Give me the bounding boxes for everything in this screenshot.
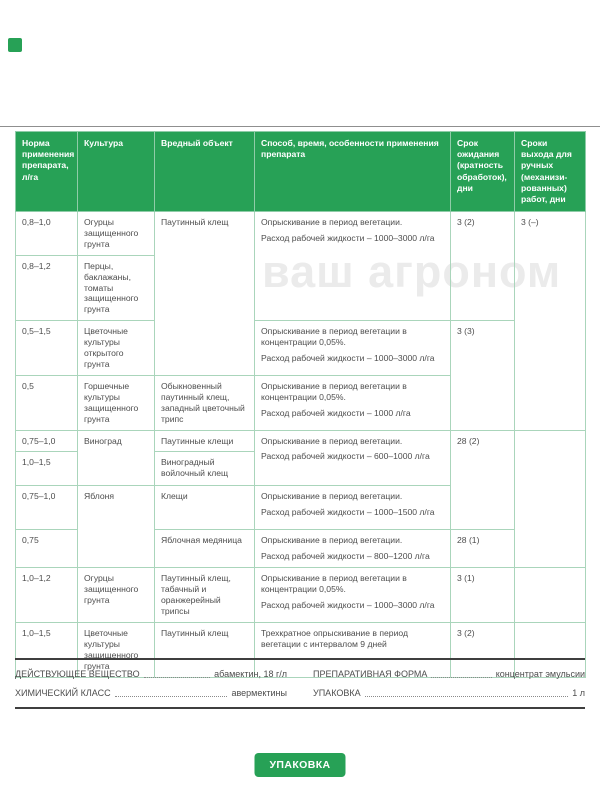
table-cell: 0,8–1,2 [16, 255, 78, 321]
table-cell: 0,5 [16, 375, 78, 430]
column-header-5: Сроки выхода для ручных (механизи-рованных) работ, дни [515, 132, 586, 212]
property-label: УПАКОВКА [313, 688, 361, 698]
table-cell [515, 430, 586, 568]
table-cell: Обыкновенный паутинный клещ, западный цветочный трипс [155, 375, 255, 430]
table-cell: Огурцы защищенного грунта [78, 568, 155, 623]
dotted-leader [365, 696, 569, 697]
table-cell: 0,75 [16, 530, 78, 568]
table-row [16, 430, 586, 452]
table-cell: 3 (–) [515, 212, 586, 431]
property-value: авермектины [231, 688, 287, 698]
table-cell: Опрыскивание в период вегетации в концентрации 0,05%. Расход рабочей жидкости – 1000–3000 л/га [255, 568, 451, 623]
table-cell: 3 (1) [451, 568, 515, 623]
table-row [16, 568, 586, 623]
table-cell: Опрыскивание в период вегетации. Расход рабочей жидкости – 800–1200 л/га [255, 530, 451, 568]
column-header-4: Срок ожидания (кратность обработок), дни [451, 132, 515, 212]
table-cell: 3 (3) [451, 321, 515, 430]
table-cell: Паутинный клещ [155, 623, 255, 678]
table-cell: 0,75–1,0 [16, 486, 78, 530]
table-cell: 0,5–1,5 [16, 321, 78, 376]
table-cell: Цветочные культуры открытого грунта [78, 321, 155, 376]
property-label: ХИМИЧЕСКИЙ КЛАСС [15, 688, 111, 698]
table-cell: Опрыскивание в период вегетации. Расход рабочей жидкости – 600–1000 л/га [255, 430, 451, 486]
property-label: ПРЕПАРАТИВНАЯ ФОРМА [313, 669, 428, 679]
table-cell: Паутинные клещи [155, 430, 255, 452]
property-line [15, 686, 287, 700]
table-cell: 3 (2) [451, 623, 515, 678]
property-line [313, 667, 585, 681]
table-cell: 1,0–1,2 [16, 568, 78, 623]
table-cell: Перцы, баклажаны, томаты защищенного грунта [78, 255, 155, 321]
property-value: 1 л [572, 688, 585, 698]
column-header-2: Вредный объект [155, 132, 255, 212]
table-cell: Паутинный клещ, табачный и оранжерейный трипсы [155, 568, 255, 623]
table-cell: Виноград [78, 430, 155, 486]
table-row [16, 212, 586, 256]
dotted-leader [144, 677, 211, 678]
table-cell: Опрыскивание в период вегетации в концентрации 0,05%. Расход рабочей жидкости – 1000 л/га [255, 375, 451, 430]
property-label: ДЕЙСТВУЮЩЕЕ ВЕЩЕСТВО [15, 669, 140, 679]
table-body [16, 212, 586, 678]
column-header-0: Норма применения препарата, л/га [16, 132, 78, 212]
table-cell: Опрыскивание в период вегетации. Расход рабочей жидкости – 1000–3000 л/га [255, 212, 451, 321]
table-cell: Опрыскивание в период вегетации. Расход рабочей жидкости – 1000–1500 л/га [255, 486, 451, 530]
dotted-leader [431, 677, 491, 678]
property-value: концентрат эмульсии [495, 669, 585, 679]
table-cell: Виноградный войлочный клещ [155, 452, 255, 486]
table-cell: Горшечные культуры защищенного грунта [78, 375, 155, 430]
pesticide-table [15, 131, 586, 678]
table-cell: 0,8–1,0 [16, 212, 78, 256]
property-line [15, 667, 287, 681]
product-properties [15, 658, 585, 709]
table-cell: 0,75–1,0 [16, 430, 78, 452]
table-cell: Яблочная медяница [155, 530, 255, 568]
dotted-leader [115, 696, 228, 697]
table-cell: 1,0–1,5 [16, 452, 78, 486]
table-row [16, 321, 586, 376]
table-cell: 3 (2) [451, 212, 515, 321]
watermark-text: ваш агроном [262, 246, 562, 297]
table-cell: 28 (1) [451, 530, 515, 568]
top-divider [0, 126, 600, 127]
table-cell [515, 568, 586, 623]
table-cell: Опрыскивание в период вегетации в концентрации 0,05%. Расход рабочей жидкости – 1000–3000 л/га [255, 321, 451, 376]
properties-right-column [313, 667, 585, 700]
table-cell: Огурцы защищенного грунта [78, 212, 155, 256]
section-marker-icon [8, 38, 22, 52]
table-header [16, 132, 586, 212]
property-value: абамектин, 18 г/л [214, 669, 287, 679]
table-cell: 28 (2) [451, 430, 515, 530]
table-cell: Яблоня [78, 486, 155, 568]
table-cell: Клещи [155, 486, 255, 530]
table-cell: Цветочные культуры защищенного грунта [78, 623, 155, 678]
column-header-3: Способ, время, особенности применения препарата [255, 132, 451, 212]
application-rate-table [15, 131, 585, 678]
table-cell: Паутинный клещ [155, 212, 255, 376]
table-cell: 1,0–1,5 [16, 623, 78, 678]
properties-left-column [15, 667, 287, 700]
property-line [313, 686, 585, 700]
table-cell: Трехкратное опрыскивание в период вегетации с интервалом 9 дней [255, 623, 451, 678]
column-header-1: Культура [78, 132, 155, 212]
upakovka-section-badge: УПАКОВКА [254, 753, 345, 777]
